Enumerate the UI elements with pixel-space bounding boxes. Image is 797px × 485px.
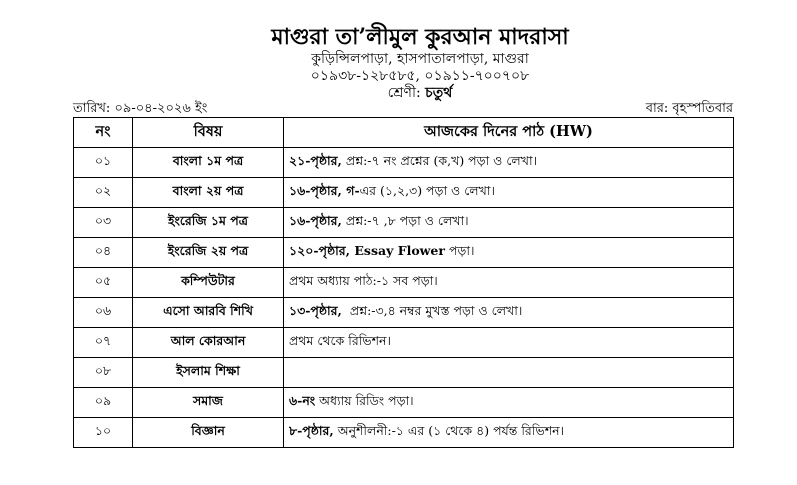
lesson-text: অধ্যায় রিডিং পড়া। bbox=[315, 392, 414, 408]
lesson-emphasis: ৬-নং bbox=[289, 392, 316, 408]
row-lesson bbox=[284, 148, 734, 178]
row-number: ০১ bbox=[74, 148, 133, 178]
row-subject: আল কোরআন bbox=[133, 328, 284, 358]
class-label: শ্রেণী: bbox=[387, 85, 421, 101]
row-subject: সমাজ bbox=[133, 388, 284, 418]
lesson-emphasis: ১৬-পৃষ্ঠার, bbox=[289, 212, 342, 228]
lesson-emphasis: ১২০-পৃষ্ঠার, Essay Flower bbox=[289, 242, 445, 258]
class-line bbox=[230, 84, 610, 102]
row-lesson bbox=[284, 208, 734, 238]
row-lesson bbox=[284, 178, 734, 208]
row-number: ০৫ bbox=[74, 268, 133, 298]
lesson-text: পড়া। bbox=[444, 242, 475, 258]
row-lesson bbox=[284, 238, 734, 268]
row-number: ০৯ bbox=[74, 388, 133, 418]
table-row bbox=[74, 268, 734, 298]
row-number: ০৭ bbox=[74, 328, 133, 358]
row-number: ০৪ bbox=[74, 238, 133, 268]
row-lesson bbox=[284, 268, 734, 298]
school-title: মাগুরা তা’লীমুল কুরআন মাদরাসা bbox=[271, 24, 569, 50]
lesson-emphasis: ৮-পৃষ্ঠার, bbox=[289, 422, 334, 438]
row-lesson bbox=[284, 298, 734, 328]
lesson-text: প্রশ্ন:-৩,৪ নম্বর মুখস্ত পড়া ও লেখা। bbox=[341, 302, 523, 318]
row-subject: কম্পিউটার bbox=[133, 268, 284, 298]
row-subject: ইংরেজি ২য় পত্র bbox=[133, 238, 284, 268]
row-lesson bbox=[284, 418, 734, 448]
column-header-subject: বিষয় bbox=[133, 118, 284, 148]
column-header-number: নং bbox=[74, 118, 133, 148]
date-label: তারিখ: ০৯-০৪-২০২৬ ইং bbox=[73, 101, 208, 116]
column-header-lesson: আজকের দিনের পাঠ (HW) bbox=[284, 118, 734, 148]
class-value: চতুর্থ bbox=[425, 85, 453, 101]
table-row bbox=[74, 328, 734, 358]
table-row bbox=[74, 208, 734, 238]
table-row bbox=[74, 388, 734, 418]
school-phone: ০১৯৩৮-১২৮৫৮৫, ০১৯১১-৭০০৭০৮ bbox=[310, 68, 530, 84]
table-row bbox=[74, 358, 734, 388]
row-subject: বিজ্ঞান bbox=[133, 418, 284, 448]
row-subject: ইংরেজি ১ম পত্র bbox=[133, 208, 284, 238]
row-number: ০২ bbox=[74, 178, 133, 208]
row-subject: এসো আরবি শিখি bbox=[133, 298, 284, 328]
row-number: ০৮ bbox=[74, 358, 133, 388]
day-label: বার: বৃহস্পতিবার bbox=[645, 101, 733, 116]
homework-table bbox=[73, 117, 734, 448]
lesson-emphasis: ২১-পৃষ্ঠার, bbox=[289, 152, 342, 168]
row-subject: ইসলাম শিক্ষা bbox=[133, 358, 284, 388]
lesson-text: প্রথম অধ্যায় পাঠ:-১ সব পড়া। bbox=[289, 272, 438, 288]
school-address: কুড়িন্সিলপাড়া, হাসপাতালপাড়া, মাগুরা bbox=[311, 51, 529, 67]
row-number: ০৬ bbox=[74, 298, 133, 328]
lesson-text: প্রশ্ন:-৭ নং প্রশ্নের (ক,খ) পড়া ও লেখা। bbox=[341, 152, 538, 168]
lesson-emphasis: ১৬-পৃষ্ঠার, গ- bbox=[289, 182, 360, 198]
table-row bbox=[74, 238, 734, 268]
table-header-row bbox=[74, 118, 734, 148]
row-lesson bbox=[284, 388, 734, 418]
lesson-text: এর (১,২,৩) পড়া ও লেখা। bbox=[359, 182, 495, 198]
table-row bbox=[74, 178, 734, 208]
lesson-text: প্রশ্ন:-৭ ,৮ পড়া ও লেখা। bbox=[341, 212, 469, 228]
row-lesson bbox=[284, 328, 734, 358]
lesson-emphasis: ১৩-পৃষ্ঠার, bbox=[289, 302, 342, 318]
row-subject: বাংলা ১ম পত্র bbox=[133, 148, 284, 178]
table-row bbox=[74, 148, 734, 178]
table-row bbox=[74, 298, 734, 328]
lesson-text: প্রথম থেকে রিভিশন। bbox=[289, 332, 391, 348]
table-row bbox=[74, 418, 734, 448]
row-number: ১০ bbox=[74, 418, 133, 448]
row-lesson bbox=[284, 358, 734, 388]
row-subject: বাংলা ২য় পত্র bbox=[133, 178, 284, 208]
row-number: ০৩ bbox=[74, 208, 133, 238]
lesson-text: অনুশীলনী:-১ এর (১ থেকে ৪) পর্যন্ত রিভিশন। bbox=[333, 422, 565, 438]
